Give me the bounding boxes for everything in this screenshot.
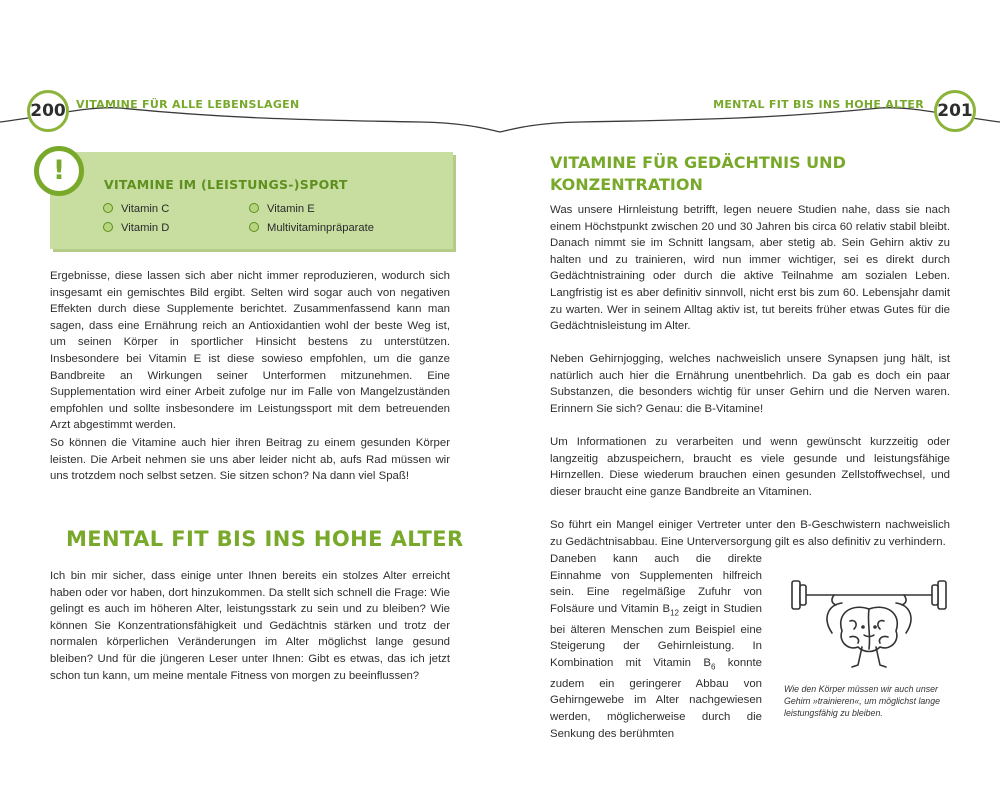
section-heading: VITAMINE FÜR GEDÄCHTNIS UND KONZENTRATION [550,153,846,194]
bullet-icon [249,203,259,213]
body-paragraph: Was unsere Hirnleistung betrifft, legen neuere Studien nahe, dass sie nach einem Höchstpunkt zwischen 20 und 30 Jahren bis circa 60 relativ stabil bleibt. Danach nimmt sie im Schnitt langsam, aber stetig ab. Sein Gehirn aktiv zu halten und zu trainieren, wird nun immer wichtiger, sei es direkt durch Gedächtnistraining oder durch die aktive Teilnahme am sozialen Leben. Langfristig ist es aber definitiv sinnvoll, nicht erst bis zum 60. Lebensjahr damit zu warten. Wer in seinem Alltag aktiv ist, tut bereits früher etwas Gutes für die Gedächtnisleistung im Alter. [550,204,950,333]
info-box-item: Vitamin D [103,222,169,234]
body-paragraph: Neben Gehirnjogging, welches nachweislich unsere Synapsen jung hält, ist natürlich auch hier die Ernährung unentbehrlich. Da gab es doch ein paar Substanzen, die besonders wichtig für unser Gehirn und die Nerven waren. Erinnern Sie sich? Genau: die B-Vitamine! [550,353,950,415]
body-paragraph: So können die Vitamine auch hier ihren Beitrag zu einem gesunden Körper leisten. Die Arbeit nehmen sie uns aber leider nicht ab, aufs Rad müssen wir uns trotzdem noch selbst setzen. Sie sitzen schon? Na dann viel Spaß! [50,437,450,483]
body-paragraph-wrap: Daneben kann auch die direkte Einnahme von Supplementen hilfreich sein. Eine regelmäßige Zufuhr von Folsäure und Vitamin $B_{12}$ zeigt in Studien bei älteren Menschen zum Beispiel eine Steigerung der Gehirnleistung. In Kombination mit Vitamin $B_6$ konnte zudem ein geringerer Abbau von Gehirngewebe im Alter nachgewiesen werden, möglicherweise durch die Senkung des berühmten [550,553,763,740]
info-box-title: VITAMINE IM (LEISTUNGS-)SPORT [104,177,348,192]
info-box [50,152,453,249]
section-heading: MENTAL FIT BIS INS HOHE ALTER [66,527,464,551]
body-paragraph: So führt ein Mangel einiger Vertreter unter den B-Geschwistern nachweislich zu Gedächtnisabbau. Eine Unterversorgung gilt es also definitiv zu verhindern. [550,519,950,548]
header-line [0,0,1000,140]
info-box-item: Vitamin E [249,203,315,215]
page-number-left: 200 [27,90,69,132]
body-paragraph: Ich bin mir sicher, dass einige unter Ihnen bereits ein stolzes Alter erreicht haben oder vor haben, dort hinzukommen. Da stellt sich schnell die Frage: Wie gelingt es auch im höheren Alter, leistungsstark zu sein und zu bleiben? Wie können Sie Konzentrationsfähigkeit und Gedächtnis stärken und trotz der normalen körperlichen Veränderungen im Alter möglichst lange gesund bleiben? Und für die jüngeren Leser unter Ihnen: Gibt es etwas, das ich jetzt schon tun kann, um meine mentale Fitness von morgen zu beeinflussen? [50,570,450,682]
brain-lifting-barbell-illustration [784,573,954,673]
bullet-icon [103,203,113,213]
bullet-icon [249,222,259,232]
exclamation-icon: ! [34,146,84,196]
bullet-icon [103,222,113,232]
body-paragraph: Ergebnisse, diese lassen sich aber nicht immer reproduzieren, wodurch sich insgesamt ein gemischtes Bild ergibt. Selten wird sogar auch von negativen Effekten durch diese Supplemente berichtet. Zusammenfassend kann man sagen, dass eine Ernährung reich an Antioxidantien wohl der beste Weg ist, um seinen Körper in sportlicher Hinsicht bestens zu unterstützen. Insbesondere bei Vitamin E ist diese sowieso empfohlen, um die ganze Bandbreite an Wirkungen seiner Unterformen mitzunehmen. Eine Supplementation wird einer Arbeit zufolge nur im Falle von Mangelzuständen empfohlen und sollte insbesondere im Leistungssport mit dem betreuenden Arzt abgestimmt werden. [50,270,450,432]
info-box-item: Vitamin C [103,203,169,215]
body-paragraph: Um Informationen zu verarbeiten und wenn gewünscht kurzzeitig oder langzeitig abzuspeichern, braucht es viele gesunde und leistungsfähige Hirnzellen. Diese wiederum brauchen einen gesunden Zellstoffwechsel, und dieser braucht eine ganze Bandbreite an Vitaminen. [550,436,950,498]
running-head-left: VITAMINE FÜR ALLE LEBENSLAGEN [76,98,300,111]
page-number-right: 201 [934,90,976,132]
info-box-item: Multivitaminpräparate [249,222,374,234]
figure-caption: Wie den Körper müssen wir auch unser Gehirn »trainieren«, um möglichst lange leistungsfähig zu bleiben. [784,684,940,718]
running-head-right: MENTAL FIT BIS INS HOHE ALTER [713,98,924,111]
